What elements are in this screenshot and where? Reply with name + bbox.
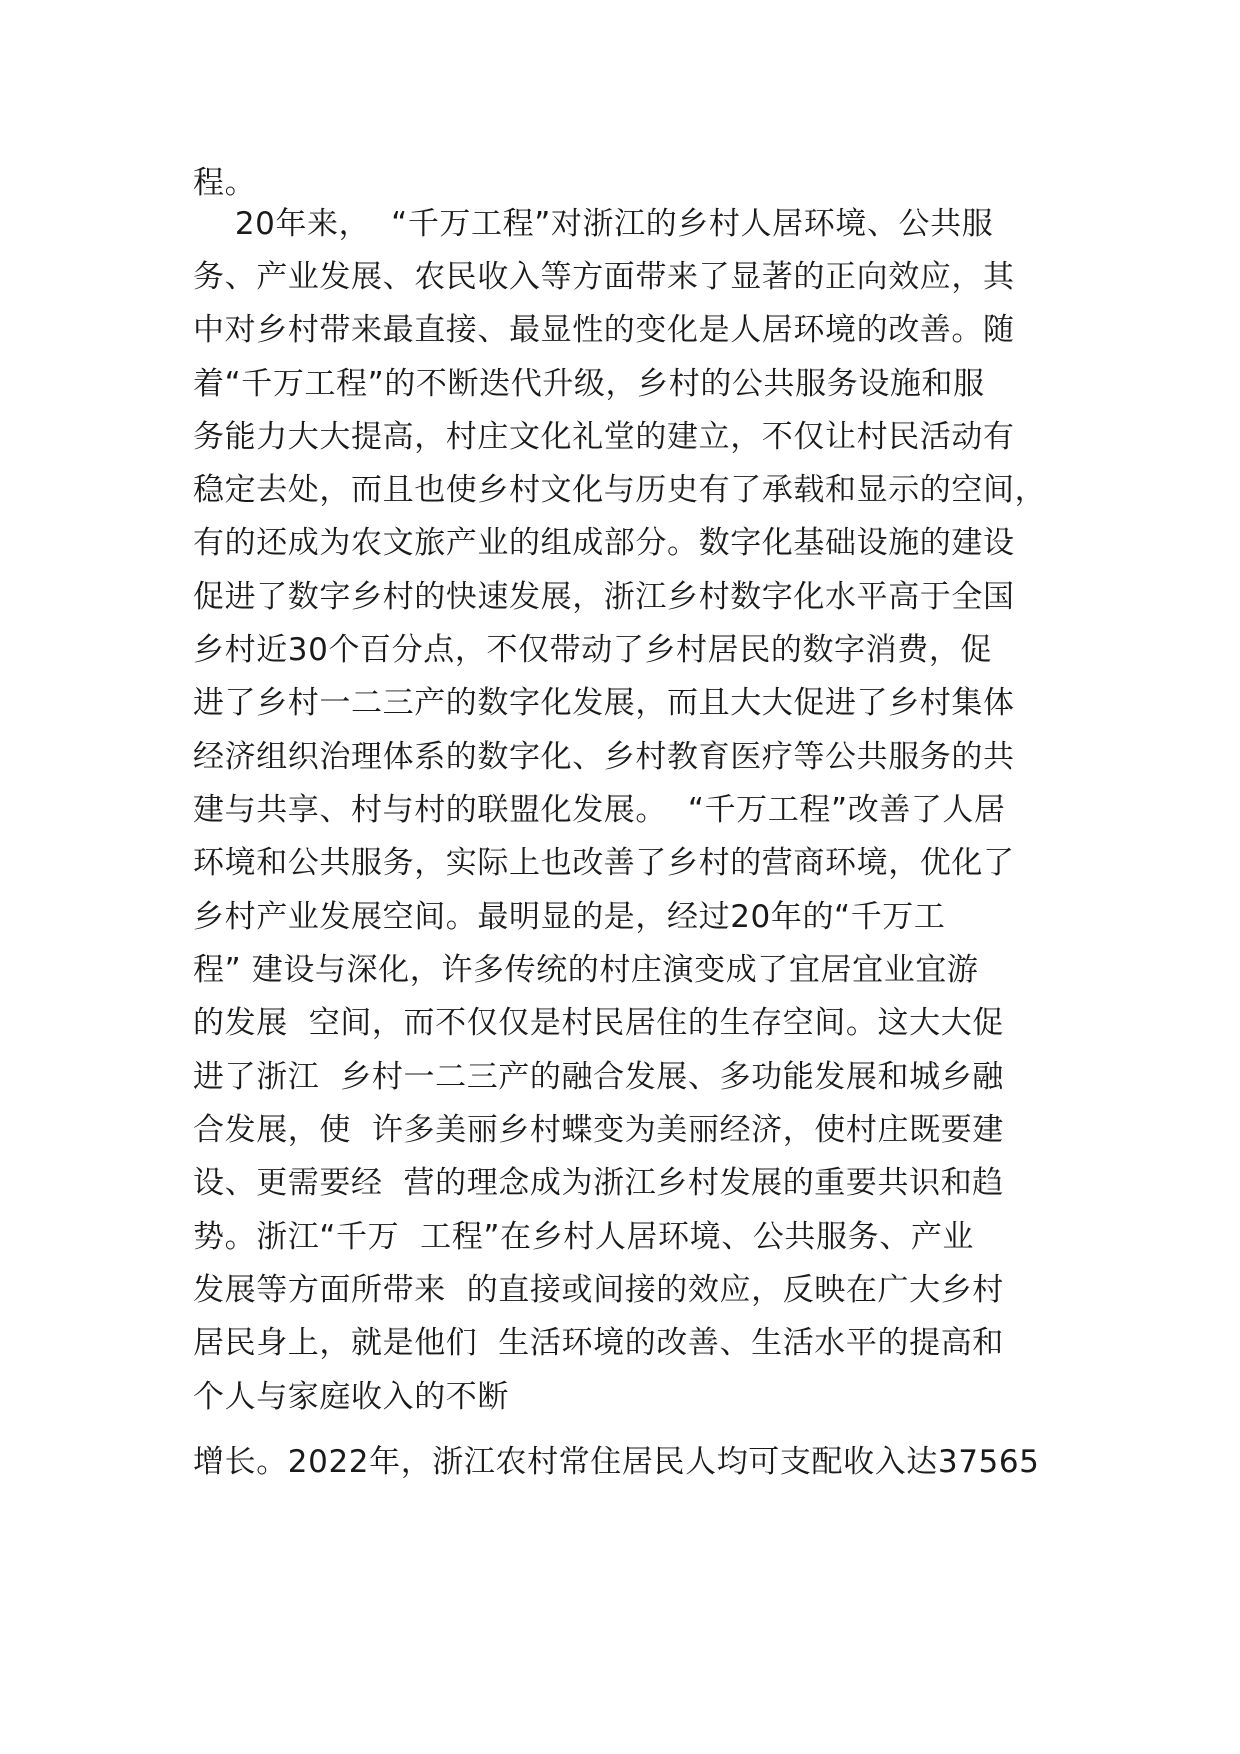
text-line: 建与共享、村与村的联盟化发展。 “千万工程”改善了人居	[193, 792, 1006, 828]
text-line: 设、更需要经 营的理念成为浙江乡村发展的重要共识和趋	[193, 1165, 1004, 1201]
text-line: 进了乡村一二三产的数字化发展，而且大大促进了乡村集体	[193, 685, 1015, 721]
text-line: 合发展，使 许多美丽乡村蝶变为美丽经济，使村庄既要建	[193, 1112, 1004, 1148]
text-line: 促进了数字乡村的快速发展，浙江乡村数字化水平高于全国	[193, 579, 1015, 615]
text-line: 进了浙江 乡村一二三产的融合发展、多功能发展和城乡融	[193, 1059, 1004, 1095]
text-line: 中对乡村带来最直接、最显性的变化是人居环境的改善。随	[193, 312, 1015, 348]
text-line: 居民身上，就是他们 生活环境的改善、生活水平的提高和	[193, 1325, 1004, 1361]
text-line: 势。浙江“千万 工程”在乡村人居环境、公共服务、产业	[193, 1219, 975, 1255]
text-line: 乡村近30个百分点，不仅带动了乡村居民的数字消费，促	[193, 632, 993, 668]
text-line: 务能力大大提高，村庄文化礼堂的建立，不仅让村民活动有	[193, 419, 1015, 455]
text-line: 经济组织治理体系的数字化、乡村教育医疗等公共服务的共	[193, 739, 1015, 775]
text-line: 程。	[193, 165, 257, 201]
text-line: 增长。2022年，浙江农村常住居民人均可支配收入达37565	[193, 1444, 1040, 1480]
text-line: 有的还成为农文旅产业的组成部分。数字化基础设施的建设	[193, 525, 1015, 561]
text-line: 稳定去处，而且也使乡村文化与历史有了承载和显示的空间，	[193, 472, 1047, 508]
text-line: 的发展 空间，而不仅仅是村民居住的生存空间。这大大促	[193, 1005, 1004, 1041]
text-line: 乡村产业发展空间。最明显的是，经过20年的“千万工	[193, 899, 946, 935]
text-line: 务、产业发展、农民收入等方面带来了显著的正向效应，其	[193, 259, 1015, 295]
text-line: 着“千万工程”的不断迭代升级，乡村的公共服务设施和服	[193, 366, 985, 402]
text-line: 发展等方面所带来 的直接或间接的效应，反映在广大乡村	[193, 1272, 1004, 1308]
text-line: 环境和公共服务，实际上也改善了乡村的营商环境，优化了	[193, 845, 1015, 881]
text-line: 20年来， “千万工程”对浙江的乡村人居环境、公共服	[193, 206, 994, 242]
text-line: 程” 建设与深化，许多传统的村庄演变成了宜居宜业宜游	[193, 952, 979, 988]
text-line: 个人与家庭收入的不断	[193, 1379, 509, 1415]
